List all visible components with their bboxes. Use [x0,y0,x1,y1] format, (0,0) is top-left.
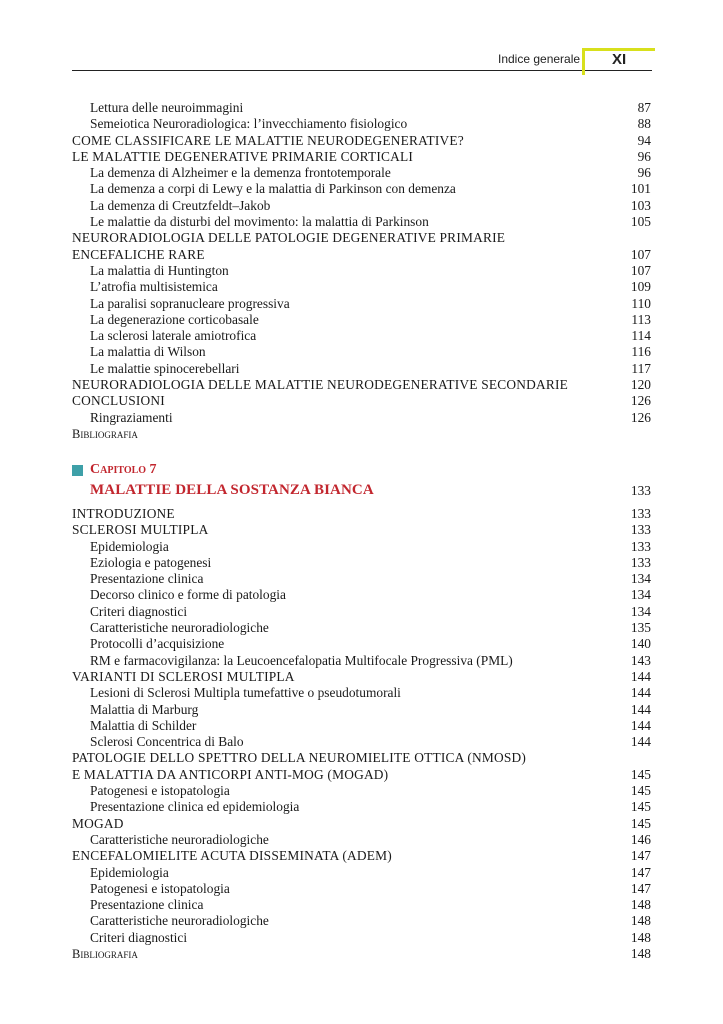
toc-entry-title: Malattia di Marburg [90,701,199,717]
toc-entry [72,734,651,750]
toc-entry-title: Caratteristiche neuroradiologiche [90,620,269,636]
toc-entry-page: 140 [630,636,651,652]
toc-entry-title: Sclerosi Concentrica di Balo [90,734,244,750]
toc-entry-page: 133 [630,538,651,554]
toc-entry-title: Le malattie da disturbi del movimento: la malattia di Parkinson [90,214,429,230]
toc-entry [72,865,651,881]
toc-entry-page: 148 [630,913,651,929]
toc-entry-page: 144 [630,668,651,684]
toc-entry-title: La malattia di Wilson [90,344,206,360]
toc-entry [72,604,651,620]
toc-entry-page: 146 [630,831,651,847]
toc-entry [72,587,651,603]
toc-entry [72,230,651,246]
toc-entry-page: 117 [631,360,651,376]
toc-entry-title: Criteri diagnostici [90,603,188,619]
toc-entry [72,718,651,734]
toc-entry-title: LE MALATTIE DEGENERATIVE PRIMARIE CORTICALI [72,148,414,164]
chapter-label: Capitolo 7 [90,462,157,477]
toc-entry-title: SCLEROSI MULTIPLA [72,522,209,538]
toc-entry [72,328,651,344]
toc-entry-title: E MALATTIA DA ANTICORPI ANTI-MOG (MOGAD) [72,766,389,782]
toc-entry [72,930,651,946]
toc-entry-title: Caratteristiche neuroradiologiche [90,831,269,847]
toc-entry [72,767,651,783]
toc-entry-page: 110 [631,295,651,311]
toc-entry-page: 133 [630,522,651,538]
header-rule [72,70,652,71]
toc-entry-page: 96 [637,148,651,164]
toc-entry [72,426,651,442]
toc-entry [72,669,651,685]
toc-entry [72,198,651,214]
toc-entry [72,214,651,230]
toc-entry [72,881,651,897]
toc-entry [72,344,651,360]
toc-entry [72,279,651,295]
toc-entry [72,946,651,962]
toc-entry-title: Le malattie spinocerebellari [90,360,240,376]
toc-entry-page: 134 [630,587,651,603]
toc-entry-page: 103 [630,197,651,213]
toc-entry-page: 87 [637,100,651,115]
chapter-square-icon [72,465,83,476]
toc-entry-page: 109 [630,279,651,295]
toc-entry-title: Presentazione clinica [90,571,204,587]
toc-entry-title: Criteri diagnostici [90,929,188,945]
toc-section-top [72,100,651,442]
toc-entry [72,620,651,636]
toc-entry-page: 96 [637,165,651,181]
toc-entry-title: Lettura delle neuroimmagini [90,100,244,115]
toc-entry-title: La demenza di Creutzfeldt–Jakob [90,197,271,213]
toc-entry [72,116,651,132]
toc-entry [72,149,651,165]
toc-entry [72,799,651,815]
toc-entry-page: 144 [630,734,651,750]
toc-entry-title: Decorso clinico e forme di patologia [90,587,286,603]
toc-entry-title: Presentazione clinica ed epidemiologia [90,799,300,815]
running-title: Indice generale [498,52,581,66]
toc-entry [72,913,651,929]
toc-entry [72,539,651,555]
toc-entry-title: La demenza a corpi di Lewy e la malattia di Parkinson con demenza [90,181,456,197]
toc-entry-page: 148 [630,946,651,962]
toc-entry-title: ENCEFALOMIELITE ACUTA DISSEMINATA (ADEM) [72,848,392,864]
toc-entry-page: 114 [631,328,651,344]
toc-entry [72,506,651,522]
toc-entry-page: 145 [630,783,651,799]
toc-entry [72,685,651,701]
toc-entry-title: Patogenesi e istopatologia [90,880,230,896]
toc-entry-page: 126 [630,409,651,425]
toc-entry-title: Epidemiologia [90,538,169,554]
toc-entry-page: 133 [630,506,651,521]
toc-entry-page: 145 [630,815,651,831]
toc-entry [72,361,651,377]
toc-entry [72,636,651,652]
toc-entry-title: Ringraziamenti [90,409,173,425]
toc-entry-title: VARIANTI DI SCLEROSI MULTIPLA [72,668,295,684]
toc-entry [72,555,651,571]
toc-entry-page: 134 [630,571,651,587]
toc-entry [72,100,651,116]
chapter-title: MALATTIE DELLA SOSTANZA BIANCA [90,482,374,498]
toc-entry-page: 126 [630,393,651,409]
toc-entry-page: 144 [630,701,651,717]
toc-entry-page: 101 [630,181,651,197]
toc-entry-title: MOGAD [72,815,124,831]
toc-entry-page: 120 [630,377,651,393]
toc-entry [72,312,651,328]
toc-entry-title: La paralisi sopranucleare progressiva [90,295,290,311]
toc-entry-title: PATOLOGIE DELLO SPETTRO DELLA NEUROMIELITE OTTICA (NMOSD) [72,750,527,766]
toc-entry-page: 134 [630,603,651,619]
toc-entry-title: Patogenesi e istopatologia [90,783,230,799]
toc-entry-page: 113 [631,311,651,327]
toc-entry-title: RM e farmacovigilanza: la Leucoencefalopatia Multifocale Progressiva (PML) [90,652,513,668]
page-number: XI [612,51,627,68]
toc-entry-title: COME CLASSIFICARE LE MALATTIE NEURODEGENERATIVE? [72,132,464,148]
toc-entry-page: 94 [637,132,651,148]
toc-entry-title: Caratteristiche neuroradiologiche [90,913,269,929]
toc-entry-page: 107 [630,262,651,278]
toc-entry-page: 148 [630,929,651,945]
toc-entry-page: 147 [630,864,651,880]
toc-entry-title: Presentazione clinica [90,897,204,913]
toc-entry-page: 144 [630,717,651,733]
toc-entry-page: 144 [630,685,651,701]
toc-entry [72,181,651,197]
toc-entry-title: Epidemiologia [90,864,169,880]
toc-entry-title: L’atrofia multisistemica [90,279,218,295]
toc-entry [72,165,651,181]
toc-entry [72,571,651,587]
toc-entry-title: Semeiotica Neuroradiologica: l’invecchiamento fisiologico [90,116,408,132]
toc-entry [72,133,651,149]
toc-entry [72,247,651,263]
toc-entry [72,522,651,538]
toc-entry [72,263,651,279]
toc-entry [72,653,651,669]
toc-entry-page: 107 [630,246,651,262]
toc-entry [72,702,651,718]
toc-entry-title: La demenza di Alzheimer e la demenza frontotemporale [90,165,391,181]
toc-entry-title: Eziologia e patogenesi [90,554,212,570]
toc-entry-page: 148 [630,897,651,913]
chapter-heading [72,461,651,501]
toc-entry [72,750,651,766]
toc-entry-page: 147 [630,880,651,896]
toc-entry-page: 143 [630,652,651,668]
toc-entry-title: CONCLUSIONI [72,393,165,409]
toc-entry-title: ENCEFALICHE RARE [72,246,205,262]
toc-entry [72,832,651,848]
toc-entry-title: INTRODUZIONE [72,506,175,521]
toc-entry-title: Bibliografia [72,947,138,962]
toc-entry-page: 105 [630,214,651,230]
toc-section-bottom [72,506,651,962]
toc-entry [72,377,651,393]
toc-entry-title: NEURORADIOLOGIA DELLE PATOLOGIE DEGENERATIVE PRIMARIE [72,230,506,246]
toc-entry-title: Protocolli d’acquisizione [90,636,225,652]
toc-entry [72,816,651,832]
toc-entry [72,393,651,409]
toc-entry-page: 145 [630,799,651,815]
toc-entry-page: 88 [637,116,651,132]
toc-entry [72,897,651,913]
toc-entry-title: La sclerosi laterale amiotrofica [90,328,257,344]
toc-entry-page: 133 [630,554,651,570]
toc-entry-title: NEURORADIOLOGIA DELLE MALATTIE NEURODEGENERATIVE SECONDARIE [72,377,569,393]
toc-entry-title: La malattia di Huntington [90,262,229,278]
toc-entry-title: Malattia di Schilder [90,717,197,733]
toc-entry-page: 116 [631,344,651,360]
toc-entry [72,410,651,426]
chapter-page: 133 [630,483,651,498]
toc-entry-title: Lesioni di Sclerosi Multipla tumefattive o pseudotumorali [90,685,401,701]
toc-entry-page: 135 [630,620,651,636]
toc-entry [72,296,651,312]
toc-entry [72,783,651,799]
toc-entry [72,848,651,864]
toc-entry-title: Bibliografia [72,426,138,441]
toc-entry-page: 147 [630,848,651,864]
toc-entry-title: La degenerazione corticobasale [90,311,259,327]
toc-entry-page: 145 [630,766,651,782]
